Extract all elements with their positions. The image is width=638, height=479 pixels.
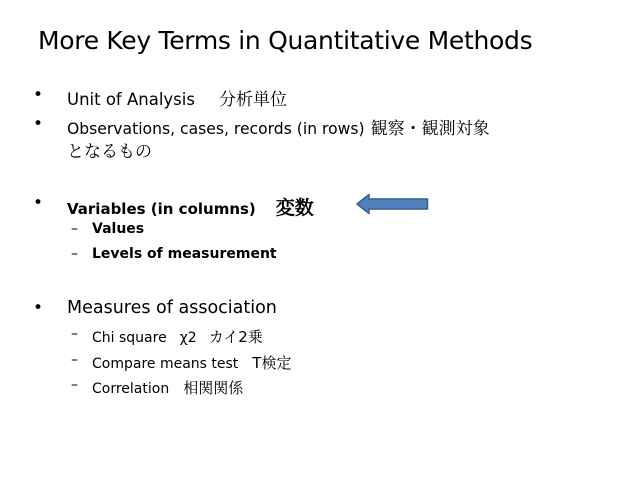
bullet-glyph: • (33, 114, 44, 134)
sub-bullet-compare-means (71, 352, 292, 373)
bullet-text-en: Measures of association (67, 298, 277, 318)
sub-bullet-chi-square (71, 326, 263, 347)
sub-bullet-text-en: Compare means test (92, 356, 239, 372)
bullet-text-en: Variables (in columns) (67, 200, 256, 218)
dash-glyph: – (71, 221, 78, 237)
sub-bullet-text-en: Chi square (92, 330, 167, 346)
sub-bullet-values (71, 221, 145, 237)
sub-bullet-levels (71, 246, 277, 262)
bullet-text-jp-cont: となるもの (67, 142, 152, 162)
bullet-glyph: • (33, 298, 44, 318)
bullet-text-jp: 分析単位 (218, 90, 287, 110)
bullet-observations-continuation (67, 137, 152, 162)
bullet-text-en: Unit of Analysis (67, 90, 195, 109)
bullet-glyph: • (33, 85, 44, 105)
bullet-glyph: • (33, 193, 44, 213)
dash-glyph: – (71, 377, 78, 393)
bullet-text-en: Observations, cases, records (in rows) (67, 120, 365, 138)
sub-bullet-text-en: Correlation (92, 381, 170, 397)
left-arrow-icon (356, 193, 429, 215)
sub-bullet-text: Levels of measurement (92, 246, 277, 262)
dash-glyph: – (71, 246, 78, 262)
sub-bullet-text-jp: 相関関係 (183, 379, 244, 397)
sub-bullet-correlation (71, 377, 244, 398)
dash-glyph: – (71, 326, 78, 342)
sub-bullet-text-jp: カイ2乗 (208, 328, 263, 346)
bullet-observations (33, 114, 490, 139)
sub-bullet-text: Values (92, 221, 145, 237)
sub-bullet-text-jp: T検定 (252, 354, 292, 372)
sub-bullet-symbol: χ2 (179, 330, 197, 346)
bullet-text-jp: 変数 (275, 197, 314, 219)
bullet-unit-of-analysis (33, 85, 287, 110)
bullet-text-jp: 観察・観測対象 (370, 119, 490, 139)
bullet-measures (33, 298, 277, 318)
dash-glyph: – (71, 352, 78, 368)
slide-title: More Key Terms in Quantitative Methods (38, 26, 533, 55)
bullet-variables (33, 193, 314, 220)
